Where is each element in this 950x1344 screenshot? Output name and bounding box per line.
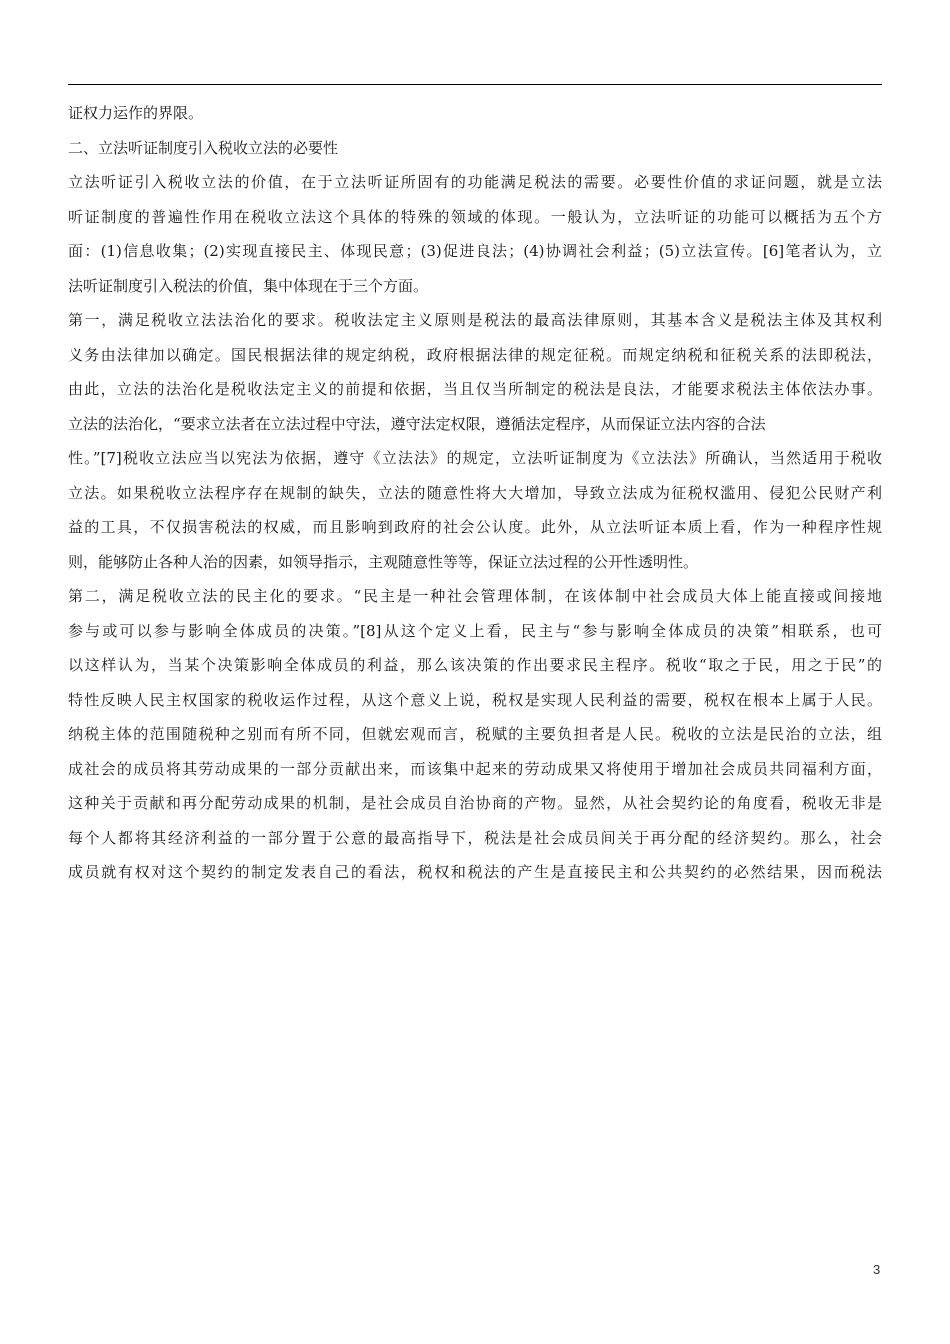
text-line: 由此，立法的法治化是税收法定主义的前提和依据，当且仅当所制定的税法是良法，才能要求税法主体依法办事。 [68, 380, 882, 398]
text-line: 以这样认为，当某个决策影响全体成员的利益，那么该决策的作出要求民主程序。税收“取之于民，用之于民”的 [68, 656, 882, 674]
text-line: 成员就有权对这个契约的制定发表自己的看法，税权和税法的产生是直接民主和公共契约的必然结果，因而税法 [68, 863, 882, 881]
paragraph-intro-end [68, 96, 882, 131]
text-line: 纳税主体的范围随税种之别而有所不同，但就宏观而言，税赋的主要负担者是人民。税收的立法是民治的立法，组 [68, 725, 882, 743]
text-line: 第二，满足税收立法的民主化的要求。“民主是一种社会管理体制，在该体制中社会成员大体上能直接或间接地 [68, 587, 882, 605]
text-line: 面：(1)信息收集；(2)实现直接民主、体现民意；(3)促进良法；(4)协调社会利益；(5)立法宣传。[6]笔者认为，立 [68, 242, 882, 260]
section-title: 二、立法听证制度引入税收立法的必要性 [68, 138, 339, 157]
text-line: 这种关于贡献和再分配劳动成果的机制，是社会成员自治协商的产物。显然，从社会契约论的角度看，税收无非是 [68, 794, 882, 812]
text-line: 则，能够防止各种人治的因素，如领导指示，主观随意性等等，保证立法过程的公开性透明性。 [68, 552, 699, 571]
text-line: 成社会的成员将其劳动成果的一部分贡献出来，而该集中起来的劳动成果又将使用于增加社会成员共同福利方面， [68, 759, 882, 778]
document-body [68, 96, 882, 890]
text-line: 性。”[7]税收立法应当以宪法为依据，遵守《立法法》的规定，立法听证制度为《立法法》所确认，当然适用于税收 [68, 449, 882, 467]
paragraph-value [68, 165, 882, 303]
text-line: 益的工具，不仅损害税法的权威，而且影响到政府的社会公认度。此外，从立法听证本质上看，作为一种程序性规 [68, 518, 882, 536]
paragraph-first-point [68, 303, 882, 579]
text-line: 法听证制度引入税法的价值，集中体现在于三个方面。 [68, 276, 429, 295]
text-line: 特性反映人民主权国家的税收运作过程，从这个意义上说，税权是实现人民利益的需要，税权在根本上属于人民。 [68, 690, 882, 709]
text-line: 立法听证引入税收立法的价值，在于立法听证所固有的功能满足税法的需要。必要性价值的求证问题，就是立法 [68, 173, 882, 191]
section-heading [68, 131, 882, 166]
text-line: 听证制度的普遍性作用在税收立法这个具体的特殊的领域的体现。一般认为，立法听证的功能可以概括为五个方 [68, 207, 882, 226]
header-rule [68, 84, 882, 85]
text-line: 参与或可以参与影响全体成员的决策。”[8]从这个定义上看，民主与“参与影响全体成员的决策”相联系，也可 [68, 621, 882, 640]
text-line: 证权力运作的界限。 [68, 104, 204, 122]
text-line: 义务由法律加以确定。国民根据法律的规定纳税，政府根据法律的规定征税。而规定纳税和征税关系的法即税法， [68, 345, 882, 364]
text-line: 立法的法治化，“要求立法者在立法过程中守法，遵守法定权限，遵循法定程序，从而保证立法内容的合法 [68, 414, 766, 433]
text-line: 每个人都将其经济利益的一部分置于公意的最高指导下，税法是社会成员间关于再分配的经济契约。那么，社会 [68, 828, 882, 847]
page-number: 3 [873, 1262, 881, 1277]
text-line: 第一，满足税收立法法治化的要求。税收法定主义原则是税法的最高法律原则，其基本含义是税法主体及其权利 [68, 311, 882, 329]
paragraph-second-point [68, 579, 882, 890]
text-line: 立法。如果税收立法程序存在规制的缺失，立法的随意性将大大增加，导致立法成为征税权滥用、侵犯公民财产利 [68, 483, 882, 502]
